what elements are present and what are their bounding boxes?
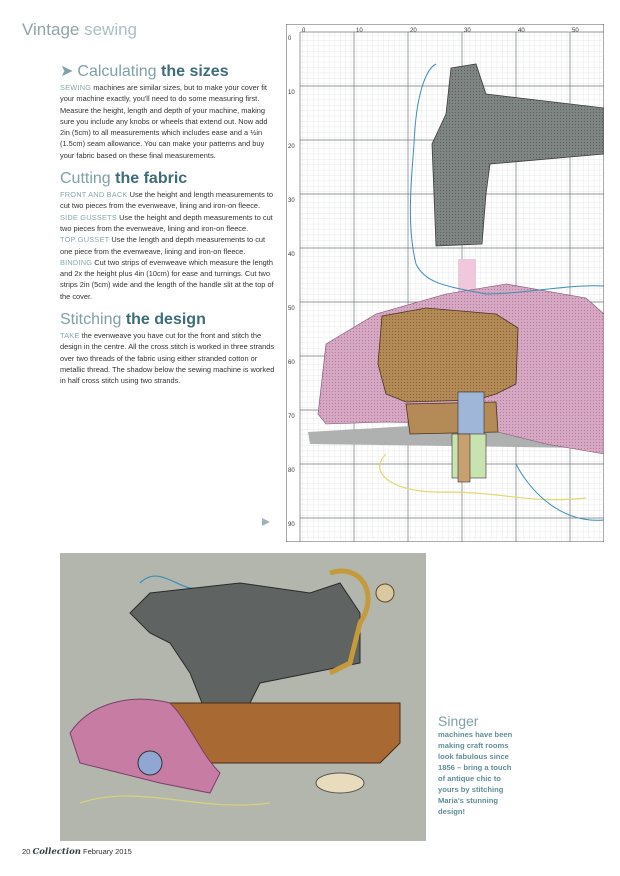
heading-bold: the design (125, 311, 206, 329)
calc-paragraph (60, 82, 278, 161)
stitching-paragraph (60, 330, 278, 386)
x-tick-label: 20 (410, 28, 417, 34)
y-tick-label: 50 (288, 306, 295, 312)
header-title-strong: Vintage (22, 20, 80, 39)
lead-word: SEWING (60, 83, 92, 92)
section-heading-calc (60, 62, 278, 82)
y-tick-label: 80 (288, 468, 295, 474)
cutting-item (60, 212, 278, 235)
body-text: Use the length and depth measurements to cut one piece from the evenweave, lining and iron-on fleece. (60, 235, 266, 256)
lead-word: TOP GUSSET (60, 235, 110, 245)
lead-word: FRONT AND BACK (60, 190, 128, 200)
y-tick-label: 0 (288, 36, 292, 42)
stitched-sample-photo (60, 553, 426, 841)
section-heading-cutting (60, 169, 278, 189)
y-tick-label: 40 (288, 252, 295, 258)
lead-word: TAKE (60, 331, 80, 341)
x-tick-label: 0 (302, 28, 306, 34)
cutting-item (60, 257, 278, 302)
cutting-item (60, 189, 278, 212)
page-header (22, 20, 137, 40)
page-footer (22, 847, 132, 857)
body-text: machines are similar sizes, but to make your cover fit your machine exactly, you'll need to do some measuring first. Measure the height, length and depth of your machine, making sure you include any knobs or wheels that extend out. Now add 2in (5cm) to all measurements which includes ease and a ½in (1.5cm) seam allowance. You can make your patterns and buy your fabric based on these final measurements. (60, 83, 268, 160)
body-text: Cut two strips of evenweave which measure the length and 2x the height plus 4in (10cm) for ease and turnings. Cut two strips 2in (5cm) wide and the length of the handle slit at the top of the cover. (60, 257, 274, 301)
section-heading-stitching (60, 310, 278, 330)
heading-bold: the fabric (115, 170, 188, 188)
pointer-arrow-icon (262, 518, 270, 526)
body-text: Use the height and depth measurements to cut two pieces from the evenweave, lining and iron-on fleece. (60, 212, 273, 233)
lead-word: BINDING (60, 257, 93, 267)
caption-title: Singer (438, 713, 479, 729)
magazine-name: Collection (32, 847, 81, 857)
x-tick-label: 30 (464, 28, 471, 34)
caption-body: machines have been making craft rooms look fabulous since 1856 – bring a touch of antique chic to yours by stitching Maria's stunning design! (438, 730, 513, 816)
heading-light: Stitching (60, 311, 122, 329)
header-title-light: sewing (84, 20, 138, 39)
issue-date: February 2015 (83, 847, 132, 856)
body-text: Use the height and length measurements to cut two pieces from the evenweave, lining and iron-on fleece. (60, 190, 273, 211)
y-tick-label: 70 (288, 414, 295, 420)
cross-stitch-chart (286, 24, 604, 542)
heading-light: Calculating (77, 63, 157, 80)
page-number: 20 (22, 847, 31, 856)
x-tick-label: 50 (572, 28, 579, 34)
heading-bold: the sizes (161, 63, 229, 80)
x-tick-label: 40 (518, 28, 525, 34)
heading-light: Cutting (60, 170, 111, 188)
body-text: the evenweave you have cut for the front and stitch the design in the centre. All the cross stitch is worked in three strands over two threads of the fabric using either stranded cotton or metallic thread. The shadow below the sewing machine is worked in half cross stitch using two strands. (60, 331, 275, 386)
y-tick-label: 60 (288, 360, 295, 366)
instructions-column (60, 62, 278, 387)
y-tick-label: 30 (288, 198, 295, 204)
arrow-icon: ➤ (60, 63, 74, 80)
y-tick-label: 90 (288, 522, 295, 528)
photo-caption (438, 713, 518, 817)
y-tick-label: 10 (288, 90, 295, 96)
lead-word: SIDE GUSSETS (60, 212, 118, 222)
x-tick-label: 10 (356, 28, 363, 34)
cutting-item (60, 234, 278, 257)
y-tick-label: 20 (288, 144, 295, 150)
